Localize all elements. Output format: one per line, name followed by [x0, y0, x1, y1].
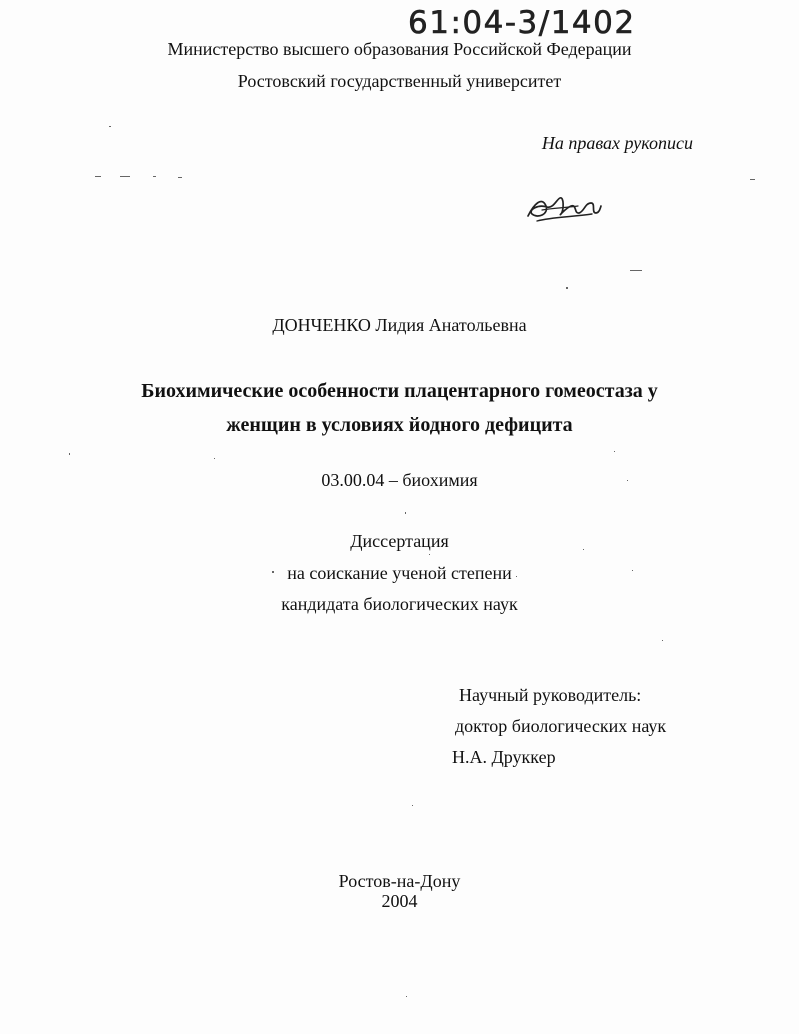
dissertation-label: Диссертация [350, 531, 449, 551]
scientific-advisor-label: Научный руководитель: [459, 685, 642, 705]
ministry-name: Министерство высшего образования Российской Федерации [167, 39, 632, 59]
scientific-advisor-degree: доктор биологических наук [455, 716, 667, 736]
handwritten-archive-number-text: 61:04-3/1402 [408, 5, 636, 41]
scientific-advisor-name: Н.А. Друккер [452, 747, 556, 767]
handwritten-archive-number [400, 2, 700, 42]
author-name: ДОНЧЕНКО Лидия Анатольевна [272, 315, 527, 335]
university-name: Ростовский государственный университет [237, 71, 562, 91]
specialty-code: 03.00.04 – биохимия [321, 470, 478, 490]
publication-year: 2004 [381, 891, 418, 911]
publication-city: Ростов-на-Дону [338, 871, 461, 891]
manuscript-rights-note: На правах рукописи [541, 133, 693, 153]
dissertation-title-line-2: женщин в условиях йодного дефицита [226, 414, 573, 436]
degree-purpose-line: на соискание ученой степени [287, 563, 512, 583]
dissertation-title-line-1: Биохимические особенности плацентарного гомеостаза у [141, 380, 658, 402]
author-signature [522, 186, 604, 230]
degree-name-line: кандидата биологических наук [281, 594, 518, 614]
